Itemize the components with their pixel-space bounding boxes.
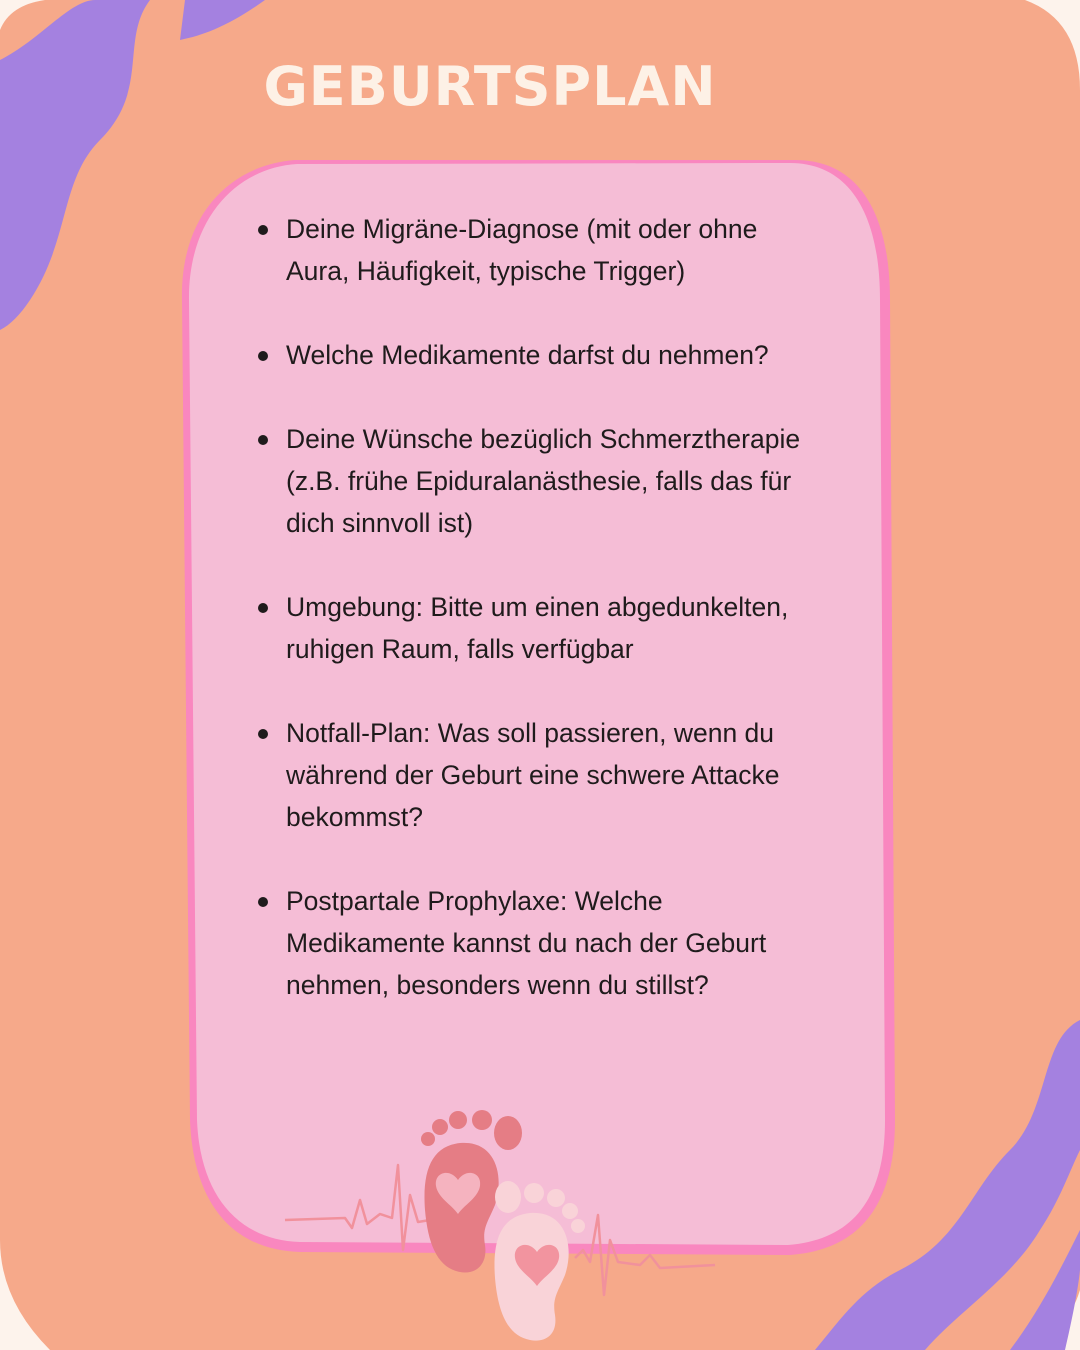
page-title: GEBURTSPLAN [263, 55, 717, 118]
list-item-text: Umgebung: Bitte um einen abgedunkelten, ruhigen Raum, falls verfügbar [286, 592, 789, 664]
list-item-text: Deine Migräne-Diagnose (mit oder ohne Aura, Häufigkeit, typische Trigger) [286, 214, 758, 286]
list-item-text: Notfall-Plan: Was soll passieren, wenn du während der Geburt eine schwere Attacke bekommst? [286, 718, 780, 832]
list-item-text: Postpartale Prophylaxe: Welche Medikamente kannst du nach der Geburt nehmen, besonders wenn du stillst? [286, 886, 767, 1000]
list-item-text: Welche Medikamente darfst du nehmen? [286, 340, 769, 370]
list-item-text: Deine Wünsche bezüglich Schmerztherapie (z.B. frühe Epiduralanästhesie, falls das für dich sinnvoll ist) [286, 424, 801, 538]
